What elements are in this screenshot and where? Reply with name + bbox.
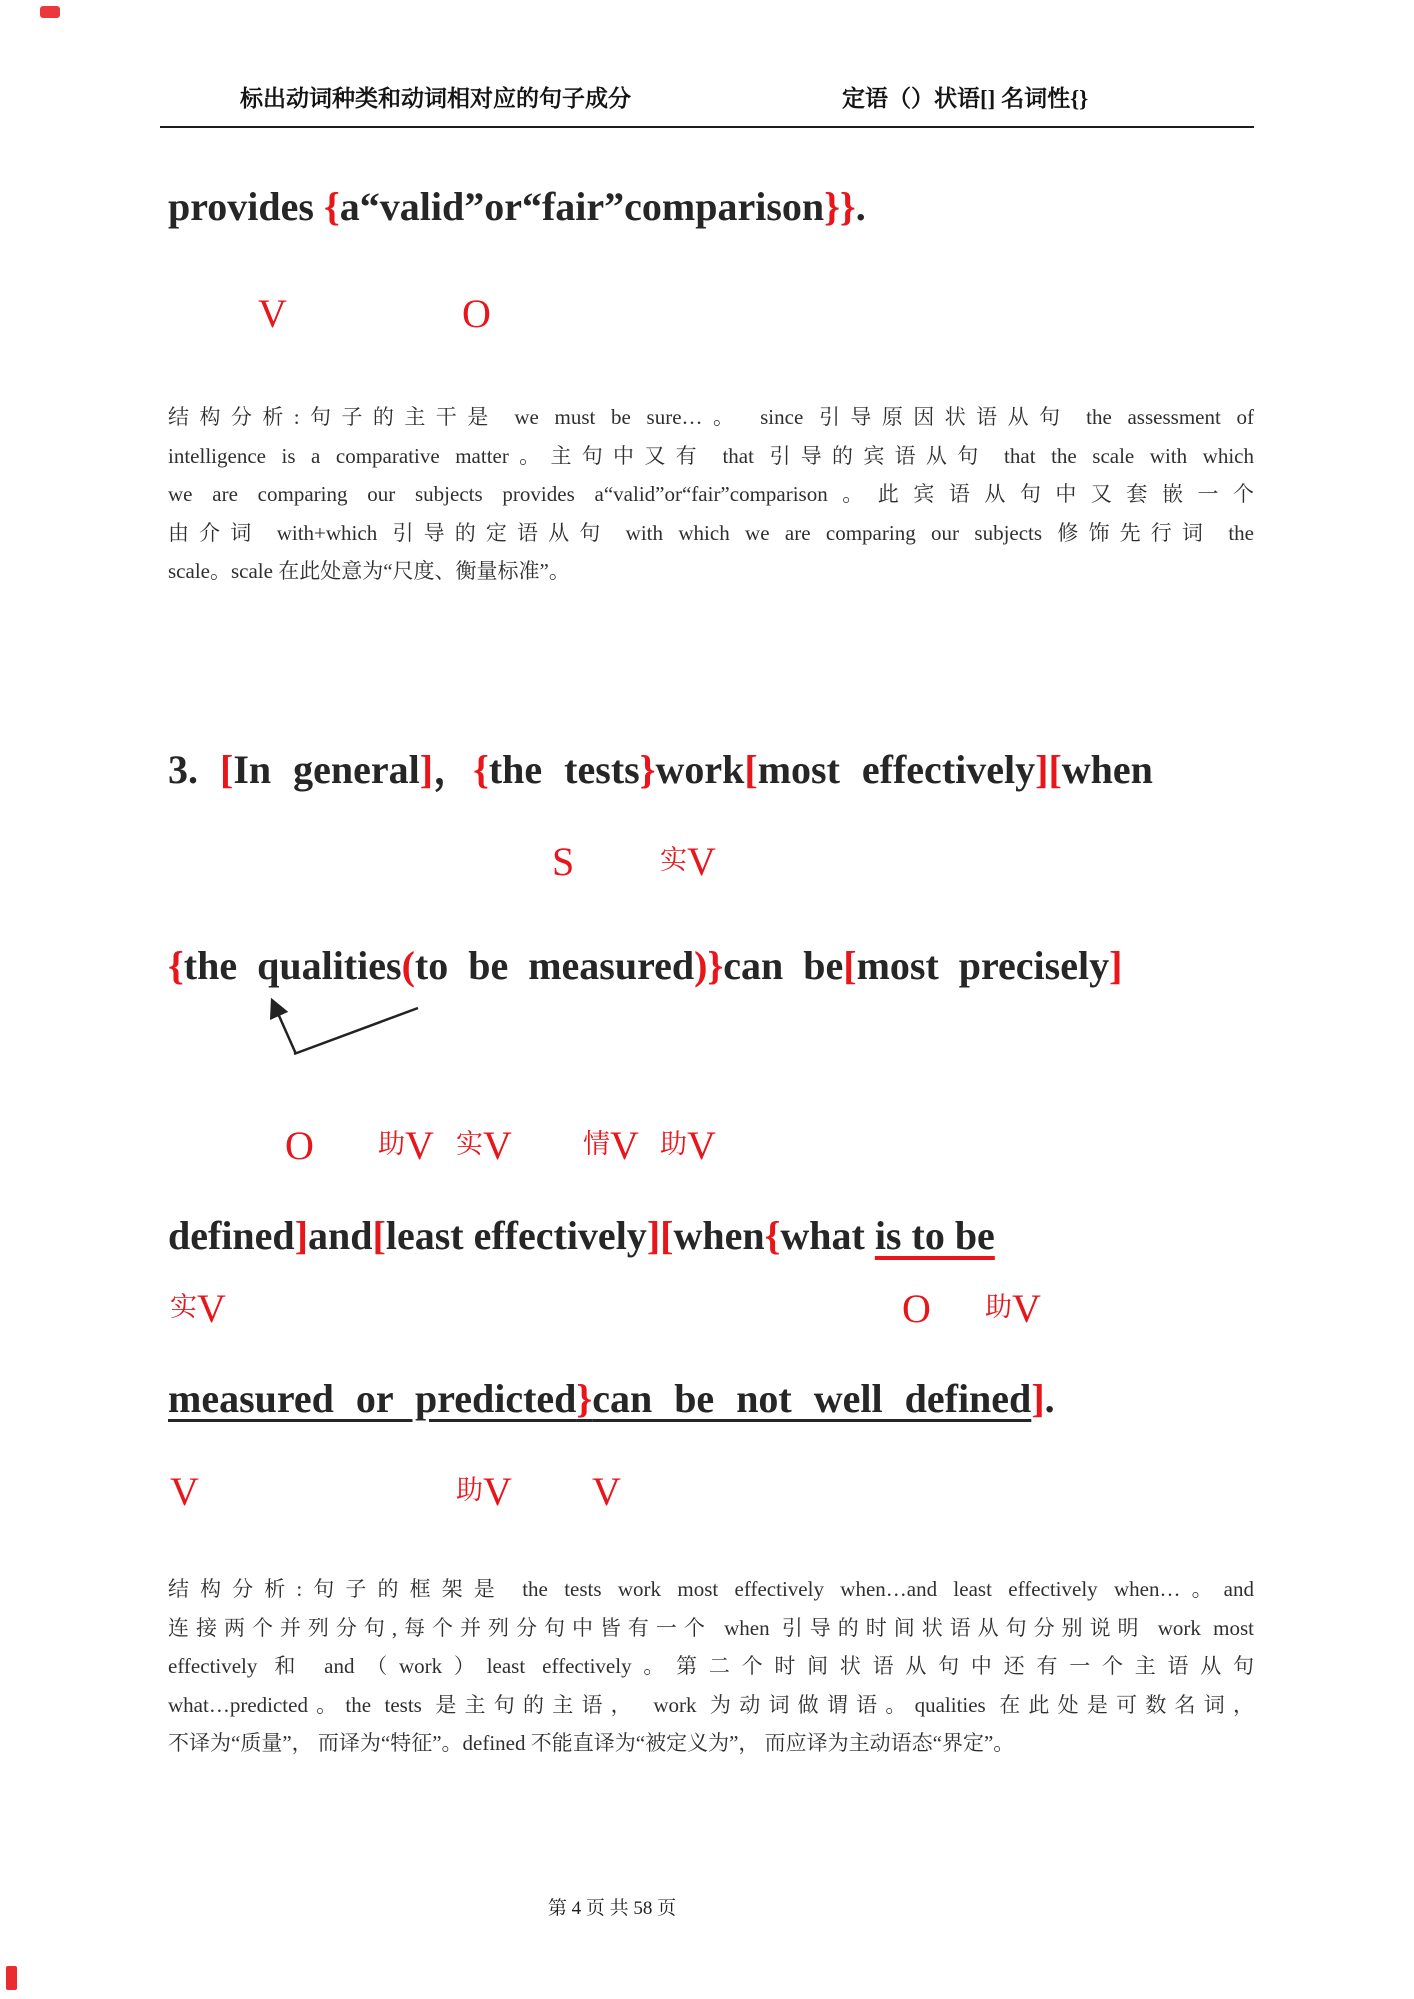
sentence-segment: [	[220, 747, 234, 792]
marker-row-1	[0, 290, 1414, 342]
grammar-marker	[660, 1122, 716, 1169]
sentence-line-3-2	[168, 942, 1122, 989]
analysis-paragraph-2	[168, 1570, 1254, 1763]
grammar-marker	[170, 1285, 226, 1332]
grammar-marker-prefix: 助	[456, 1475, 483, 1505]
grammar-marker-prefix: 实	[170, 1292, 197, 1322]
grammar-marker	[170, 1468, 199, 1515]
sentence-segment: a“valid”or“fair”comparison	[339, 184, 825, 229]
analysis-paragraph-1	[168, 398, 1254, 591]
sentence-segment: measured or predicted	[168, 1376, 577, 1421]
sentence-segment: ，	[433, 747, 474, 792]
analysis-line: 结构分析:句子的框架是 the tests work most effectively when…and least effectively when…。and	[168, 1577, 1254, 1601]
sentence-line-3-4	[168, 1375, 1055, 1422]
grammar-marker-prefix: 情	[583, 1129, 610, 1159]
analysis-line: scale。scale 在此处意为“尺度、衡量标准”。	[168, 559, 570, 583]
sentence-line-3-1	[168, 738, 1153, 795]
grammar-marker	[660, 838, 716, 885]
grammar-marker-letter: V	[610, 1123, 639, 1168]
sentence-segment: ]	[419, 747, 434, 792]
sentence-segment: {	[323, 184, 340, 229]
grammar-marker	[462, 290, 491, 337]
sentence-segment: most precisely	[856, 943, 1110, 988]
sentence-segment: when	[1061, 747, 1153, 792]
grammar-marker-letter: O	[902, 1286, 931, 1331]
sentence-segment: .	[1044, 1376, 1055, 1421]
sentence-line-provides	[168, 183, 866, 230]
grammar-marker-letter: V	[170, 1469, 199, 1514]
grammar-marker-letter: V	[405, 1123, 434, 1168]
grammar-marker	[592, 1468, 621, 1515]
marker-row-5	[0, 1468, 1414, 1520]
annotation-arrow-wrap	[250, 988, 450, 1072]
sentence-segment: {	[168, 943, 184, 988]
analysis-line: effectively 和 and（work）least effectively。第二个时间状语从句中还有一个主语从句	[168, 1654, 1254, 1678]
grammar-marker-letter: V	[483, 1123, 512, 1168]
sentence-segment: In general	[233, 747, 420, 792]
sentence-segment: .	[855, 184, 866, 229]
grammar-marker-letter: V	[258, 291, 287, 336]
analysis-line: we are comparing our subjects provides a“valid”or“fair”comparison。此宾语从句中又套嵌一个	[168, 482, 1254, 506]
page-footer: 第 4 页 共 58 页	[547, 1898, 677, 1919]
sentence-segment: most effectively	[757, 747, 1036, 792]
sentence-segment: }	[576, 1376, 593, 1421]
sentence-segment: what	[780, 1213, 875, 1258]
sentence-segment: ][	[646, 1213, 674, 1258]
sentence-segment: to be measured	[414, 943, 695, 988]
sentence-segment: {	[473, 747, 489, 792]
grammar-marker-letter: S	[552, 839, 575, 884]
header-left-text: 标出动词种类和动词相对应的句子成分	[240, 86, 631, 111]
grammar-marker-letter: V	[592, 1469, 621, 1514]
sentence-segment: [	[744, 747, 758, 792]
sentence-segment: ]	[1109, 943, 1123, 988]
scan-artifact-bottom-left	[6, 1966, 17, 1990]
grammar-marker	[985, 1285, 1041, 1332]
grammar-marker	[583, 1122, 639, 1169]
sentence-segment: when	[673, 1213, 765, 1258]
header-right-text: 定语（）状语[] 名词性{}	[842, 86, 1089, 111]
grammar-marker	[378, 1122, 434, 1169]
sentence-segment: defined	[168, 1213, 295, 1258]
analysis-line: 结构分析:句子的主干是 we must be sure…。 since 引导原因状语从句 the assessment of	[168, 405, 1254, 429]
grammar-marker	[456, 1122, 512, 1169]
sentence-segment: {	[764, 1213, 781, 1258]
grammar-marker	[902, 1285, 931, 1332]
grammar-marker-prefix: 实	[456, 1129, 483, 1159]
grammar-marker-letter: V	[483, 1469, 512, 1514]
sentence-segment: ]	[1031, 1376, 1045, 1421]
scan-artifact-top-left	[40, 6, 60, 18]
sentence-segment: ][	[1035, 747, 1062, 792]
grammar-marker-letter: V	[687, 839, 716, 884]
sentence-segment: [	[843, 943, 857, 988]
analysis-line: 连接两个并列分句,每个并列分句中皆有一个 when 引导的时间状语从句分别说明 work most	[168, 1615, 1254, 1640]
sentence-line-3-3	[168, 1212, 995, 1259]
grammar-marker-prefix: 助	[378, 1129, 405, 1159]
sentence-segment: }}	[824, 184, 856, 229]
sentence-segment: [	[372, 1213, 386, 1258]
sentence-segment: can be not well defined	[592, 1376, 1032, 1421]
sentence-segment: }	[639, 747, 656, 792]
grammar-marker	[552, 838, 574, 885]
sentence-segment: and	[308, 1213, 373, 1258]
grammar-marker-prefix: 实	[660, 845, 687, 875]
grammar-marker-letter: V	[1012, 1286, 1041, 1331]
grammar-marker-letter: O	[462, 291, 491, 336]
grammar-marker-letter: V	[197, 1286, 226, 1331]
sentence-segment: 3.	[168, 747, 220, 792]
marker-row-4	[0, 1285, 1414, 1337]
sentence-segment: is to be	[874, 1213, 995, 1258]
grammar-marker	[285, 1122, 314, 1169]
sentence-segment: (	[401, 943, 415, 988]
sentence-segment: ]	[294, 1213, 309, 1258]
sentence-segment: least effectively	[385, 1213, 647, 1258]
header-divider	[160, 126, 1254, 128]
grammar-marker-prefix: 助	[660, 1129, 687, 1159]
sentence-segment: the tests	[488, 747, 640, 792]
grammar-marker-prefix: 助	[985, 1292, 1012, 1322]
marker-row-3	[0, 1122, 1414, 1174]
grammar-marker-letter: O	[285, 1123, 314, 1168]
analysis-line: 由介词 with+which 引导的定语从句 with which we are comparing our subjects 修饰先行词 the	[168, 520, 1254, 545]
analysis-line: 不译为“质量”， 而译为“特征”。defined 不能直译为“被定义为”， 而应译为主动语态“界定”。	[168, 1731, 1015, 1755]
analysis-line: what…predicted。the tests 是主句的主语， work 为动词做谓语。qualities 在此处是可数名词，	[168, 1692, 1254, 1717]
grammar-marker-letter: V	[687, 1123, 716, 1168]
sentence-segment: the qualities	[183, 943, 402, 988]
marker-row-2	[0, 838, 1414, 890]
annotation-arrow-icon	[250, 988, 450, 1072]
grammar-marker	[456, 1468, 512, 1515]
sentence-segment: can be	[723, 943, 844, 988]
sentence-segment: provides	[168, 184, 324, 229]
sentence-segment: )}	[694, 943, 724, 988]
analysis-line: intelligence is a comparative matter。主句中又有 that 引导的宾语从句 that the scale with which	[168, 443, 1254, 468]
sentence-segment: work	[655, 747, 745, 792]
grammar-marker	[258, 290, 287, 337]
